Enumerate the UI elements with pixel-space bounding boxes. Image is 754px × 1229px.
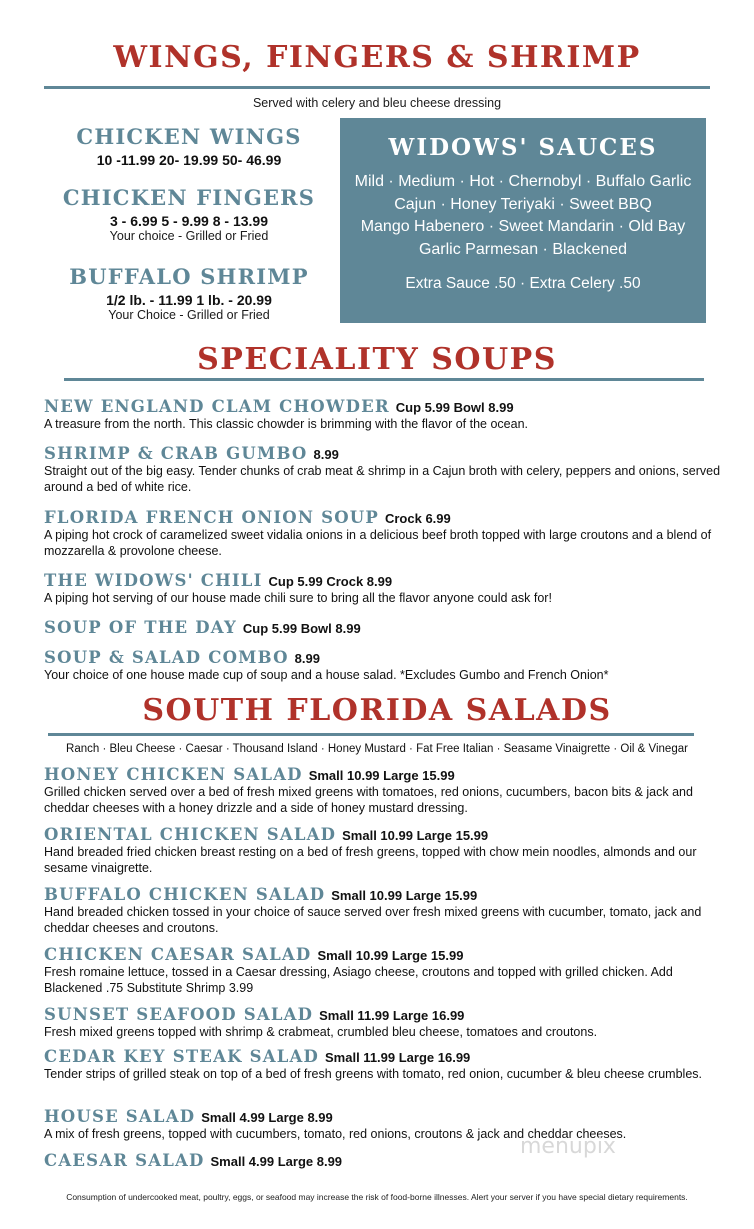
sauces-box [340, 118, 706, 323]
salad-item [44, 1107, 734, 1143]
item-name: CAESAR SALAD [44, 1151, 205, 1170]
item-name: CHICKEN WINGS [76, 124, 302, 149]
item-note: Your Choice - Grilled or Fried [108, 308, 270, 322]
item-name: HOUSE SALAD [44, 1107, 196, 1126]
item-prices: 10 -11.99 20- 19.99 50- 46.99 [96, 152, 282, 168]
item-price: Small 4.99 Large 8.99 [210, 1154, 343, 1169]
item-desc: Tender strips of grilled steak on top of a bed of fresh greens with tomato, red onion, cucumber & bleu cheese crumbles. [44, 1067, 702, 1081]
item-price: Crock 6.99 [384, 511, 451, 526]
salad-item [44, 1047, 734, 1083]
item-name: FLORIDA FRENCH ONION SOUP [44, 508, 379, 527]
item-name: CHICKEN FINGERS [62, 185, 316, 210]
sauce-line: Cajun · Honey Teriyaki · Sweet BBQ [394, 195, 652, 213]
item-name: SOUP OF THE DAY [44, 618, 237, 637]
soup-item [44, 618, 734, 638]
item-desc: A piping hot crock of caramelized sweet vidalia onions in a delicious beef broth topped with large croutons and a blend of mozzarella & provolone cheese. [44, 528, 712, 558]
item-desc: Fresh mixed greens topped with shrimp & crabmeat, crumbled bleu cheese, tomatoes and croutons. [44, 1025, 598, 1039]
soup-item [44, 397, 734, 433]
divider [44, 86, 710, 89]
menu-item-chicken-wings [44, 124, 334, 168]
sauce-line: Garlic Parmesan · Blackened [418, 240, 628, 258]
sauce-extras: Extra Sauce .50 · Extra Celery .50 [405, 275, 641, 292]
soup-item [44, 508, 734, 559]
item-name: BUFFALO SHRIMP [69, 264, 309, 289]
sauce-line: Mango Habenero · Sweet Mandarin · Old Bay [360, 218, 686, 235]
served-note: Served with celery and bleu cheese dressing [252, 96, 502, 110]
sauces-title: WIDOWS' SAUCES [388, 134, 658, 161]
sauce-line: Mild · Medium · Hot · Chernobyl · Buffalo Garlic [354, 173, 692, 190]
salad-item [44, 885, 734, 936]
disclaimer: Consumption of undercooked meat, poultry, eggs, or seafood may increase the risk of food-borne illnesses. Alert your server if you have special dietary requirements. [66, 1192, 688, 1202]
menu-item-buffalo-shrimp [44, 264, 334, 322]
section-title-salads: SOUTH FLORIDA SALADS [142, 693, 612, 728]
salad-item [44, 765, 734, 816]
salad-item [44, 1151, 734, 1171]
item-name: HONEY CHICKEN SALAD [44, 765, 303, 784]
item-desc: A treasure from the north. This classic chowder is brimming with the flavor of the ocean. [44, 417, 529, 431]
item-name: CEDAR KEY STEAK SALAD [44, 1047, 320, 1066]
item-desc: Your choice of one house made cup of soup and a house salad. *Excludes Gumbo and French Onion* [44, 668, 609, 682]
menu-item-chicken-fingers [44, 185, 334, 243]
item-price: Small 10.99 Large 15.99 [317, 948, 464, 963]
item-name: ORIENTAL CHICKEN SALAD [44, 825, 337, 844]
soup-item [44, 571, 734, 607]
item-name: SOUP & SALAD COMBO [44, 648, 289, 667]
salad-item [44, 825, 734, 876]
item-desc: A mix of fresh greens, topped with cucumbers, tomato, red onions, croutons & jack and cheddar cheeses. [44, 1127, 627, 1141]
salad-item [44, 945, 734, 996]
item-name: NEW ENGLAND CLAM CHOWDER [44, 397, 390, 416]
item-desc: Hand breaded chicken tossed in your choice of sauce served over fresh mixed greens with cucumber, tomato, jack and cheddar cheeses and croutons. [44, 905, 702, 935]
section-title-wings: WINGS, FINGERS & SHRIMP [113, 40, 641, 75]
item-price: Small 10.99 Large 15.99 [342, 828, 489, 843]
item-price: Small 11.99 Large 16.99 [319, 1008, 465, 1023]
divider [64, 378, 704, 381]
item-price: Cup 5.99 Bowl 8.99 [242, 621, 361, 636]
item-price: 8.99 [294, 651, 320, 666]
item-price: 8.99 [313, 447, 339, 462]
item-prices: 1/2 lb. - 11.99 1 lb. - 20.99 [106, 292, 272, 308]
section-title-soups: SPECIALITY SOUPS [197, 342, 557, 377]
item-name: BUFFALO CHICKEN SALAD [44, 885, 326, 904]
item-note: Your choice - Grilled or Fried [109, 229, 269, 243]
item-desc: Hand breaded fried chicken breast resting on a bed of fresh greens, topped with chow mein noodles, almonds and our sesame vinaigrette. [44, 845, 697, 875]
item-desc: A piping hot serving of our house made chili sure to bring all the flavor anyone could ask for! [44, 591, 552, 605]
item-prices: 3 - 6.99 5 - 9.99 8 - 13.99 [110, 213, 268, 229]
item-price: Small 4.99 Large 8.99 [201, 1110, 333, 1125]
item-price: Small 10.99 Large 15.99 [308, 768, 455, 783]
item-desc: Fresh romaine lettuce, tossed in a Caesar dressing, Asiago cheese, croutons and topped with grilled chicken. Add Blackened .75 Substitute Shrimp 3.99 [44, 965, 673, 995]
item-desc: Straight out of the big easy. Tender chunks of crab meat & shrimp in a Cajun broth with celery, peppers and onions, served around a bed of white rice. [44, 464, 721, 494]
item-name: THE WIDOWS' CHILI [44, 571, 263, 590]
item-price: Small 11.99 Large 16.99 [325, 1050, 471, 1065]
item-price: Small 10.99 Large 15.99 [331, 888, 478, 903]
item-name: CHICKEN CAESAR SALAD [44, 945, 312, 964]
soup-item [44, 444, 734, 495]
dressing-list: Ranch · Bleu Cheese · Caesar · Thousand Island · Honey Mustard · Fat Free Italian · Seasame Vinaigrette · Oil & Vinegar [66, 743, 688, 755]
divider [48, 733, 694, 736]
item-price: Cup 5.99 Bowl 8.99 [395, 400, 514, 415]
soup-item [44, 648, 734, 684]
item-price: Cup 5.99 Crock 8.99 [268, 574, 393, 589]
item-desc: Grilled chicken served over a bed of fresh mixed greens with tomatoes, red onions, cucumbers, bacon bits & jack and cheddar cheeses with a honey drizzle and a side of honey mustard dressing. [44, 785, 693, 815]
salad-item [44, 1005, 734, 1041]
watermark: menupix [520, 1134, 616, 1159]
item-name: SUNSET SEAFOOD SALAD [44, 1005, 314, 1024]
item-name: SHRIMP & CRAB GUMBO [44, 444, 308, 463]
